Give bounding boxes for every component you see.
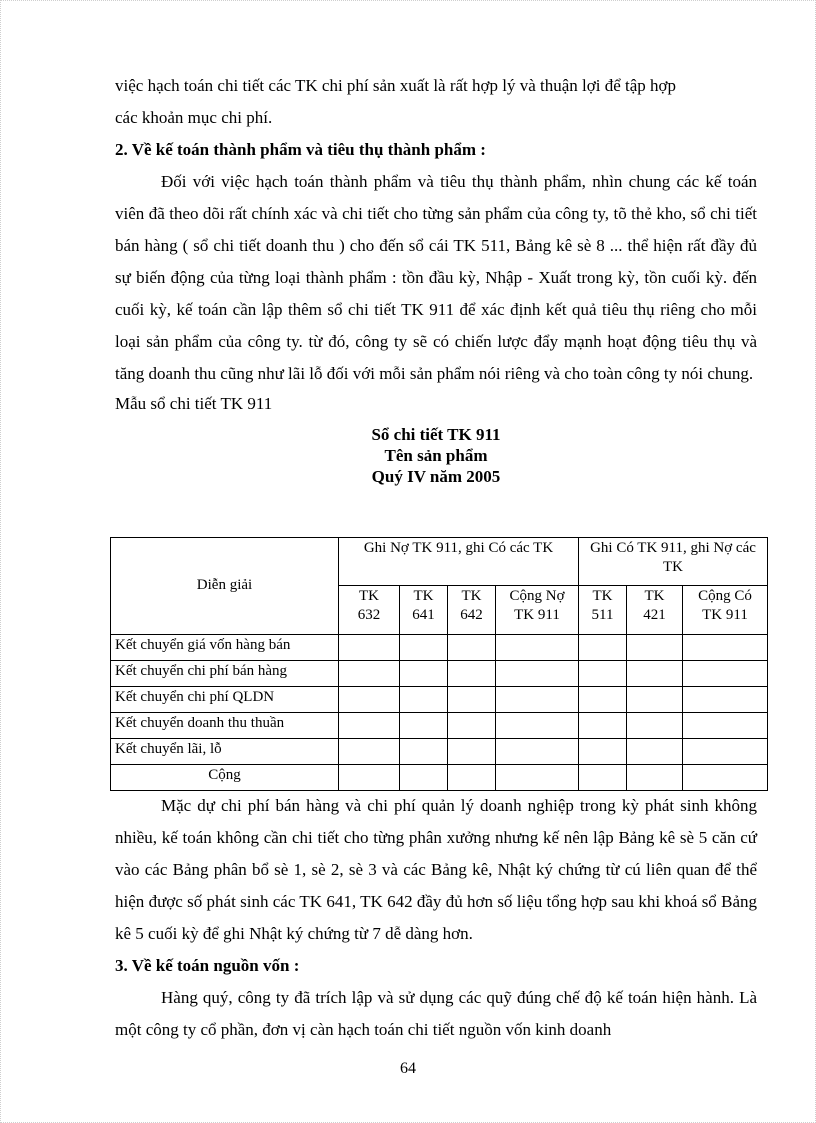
subheader-cell [683,586,768,634]
empty-cell [683,686,768,712]
subheader-line-1: Cộng Có [698,588,752,605]
row-description: Kết chuyển lãi, lỗ [111,738,339,764]
row-description: Cộng [111,764,339,790]
page-number: 64 [400,1060,416,1077]
ledger-table [110,537,768,791]
subheader-line-2: 511 [591,607,614,624]
table-row [111,712,768,738]
empty-cell [448,634,496,660]
subheader-cell [496,586,579,634]
subheader-line-2: 421 [643,607,666,624]
empty-cell [683,764,768,790]
table-row [111,660,768,686]
subheader-cell [627,586,683,634]
subheader-line-2: TK 911 [514,607,560,624]
empty-cell [627,764,683,790]
paragraph-2: Mặc dự chi phí bán hàng và chi phí quản lý doanh nghiệp trong kỳ phát sinh không nhiều, kế toán không cần chi tiết cho từng phân xưởng nhưng kế nên lập Bảng kê sè 5 căn cứ vào các Bảng phân bổ sè 1, sè 2, sè 3 và các Bảng kê, Nhật ký chứng từ cú liên quan để thể hiện được số phát sinh các TK 641, TK 642 đầy đủ hơn số liệu tổng hợp sau khi khoá sổ Bảng kê 5 cuối kỳ để ghi Nhật ký chứng từ 7 dễ dàng hơn. [115,796,757,943]
empty-cell [496,634,579,660]
subheader-line-2: TK 911 [702,607,748,624]
empty-cell [339,764,400,790]
subheader-line-1: TK [644,588,665,605]
group-header-debit: Ghi Nợ TK 911, ghi Có các TK [339,538,579,586]
empty-cell [627,660,683,686]
empty-cell [448,712,496,738]
empty-cell [683,660,768,686]
empty-cell [339,634,400,660]
empty-cell [496,660,579,686]
subheader-line-2: 641 [412,607,435,624]
page-content [115,70,757,487]
empty-cell [400,660,448,686]
subheader-cell [339,586,400,634]
empty-cell [448,738,496,764]
empty-cell [579,764,627,790]
empty-cell [400,686,448,712]
empty-cell [448,660,496,686]
subheader-line-2: 642 [460,607,483,624]
subheader-line-1: TK [461,588,482,605]
empty-cell [400,634,448,660]
empty-cell [496,764,579,790]
empty-cell [496,686,579,712]
ledger-header-row [111,538,768,586]
section-2-paragraph: Đối với việc hạch toán thành phẩm và tiêu thụ thành phẩm, nhìn chung các kế toán viên đã theo dõi rất chính xác và chi tiết cho từng sản phẩm của công ty, tõ thẻ kho, sổ chi tiết bán hàng ( sổ chi tiết doanh thu ) cho đến sổ cái TK 511, Bảng kê sè 8 ... thể hiện rất đầy đủ sự biến động của từng loại thành phẩm : tồn đầu kỳ, Nhập - Xuất trong kỳ, tồn cuối kỳ. đến cuối kỳ, kế toán cần lập thêm sổ chi tiết TK 911 để xác định kết quả tiêu thụ riêng cho mỗi loại sản phẩm của công ty. từ đó, công ty sẽ có chiến lược đẩy mạnh hoạt động tiêu thụ và tăng doanh thu cũng như lãi lỗ đối với mỗi sản phẩm nói riêng và cho toàn công ty nói chung. [115,172,757,383]
table-row [111,764,768,790]
empty-cell [627,712,683,738]
subheader-cell [448,586,496,634]
empty-cell [448,764,496,790]
empty-cell [627,686,683,712]
empty-cell [339,686,400,712]
empty-cell [339,660,400,686]
subheader-line-1: TK [413,588,434,605]
empty-cell [400,712,448,738]
empty-cell [400,738,448,764]
empty-cell [683,634,768,660]
empty-cell [448,686,496,712]
section-3-heading: 3. Về kế toán nguồn vốn : [115,956,300,975]
empty-cell [579,738,627,764]
ledger-subtitle: Tên sản phẩm [384,446,488,465]
empty-cell [579,712,627,738]
subheader-line-1: TK [359,588,379,605]
section-3-paragraph: Hàng quý, công ty đã trích lập và sử dụng các quỹ đúng chế độ kế toán hiện hành. Là một công ty cổ phần, đơn vị càn hạch toán chi tiết nguồn vốn kinh doanh [115,988,757,1039]
row-description: Kết chuyển chi phí QLDN [111,686,339,712]
subheader-cell [400,586,448,634]
ledger-period: Quý IV năm 2005 [371,467,501,486]
empty-cell [579,686,627,712]
row-description: Kết chuyển doanh thu thuần [111,712,339,738]
empty-cell [579,634,627,660]
intro-line-1: việc hạch toán chi tiết các TK chi phí sản xuất là rất hợp lý và thuận lợi để tập hợp [115,76,677,95]
column-header-description: Diễn giải [111,538,339,635]
table-row [111,738,768,764]
subheader-line-1: TK [592,588,613,605]
row-description: Kết chuyển giá vốn hàng bán [111,634,339,660]
empty-cell [579,660,627,686]
empty-cell [683,738,768,764]
subheader-line-1: Cộng Nợ [509,588,565,605]
empty-cell [627,738,683,764]
table-row [111,634,768,660]
ledger-title: Sổ chi tiết TK 911 [371,425,501,444]
subheader-cell [579,586,627,634]
lower-content [115,790,757,1046]
empty-cell [339,712,400,738]
row-description: Kết chuyển chi phí bán hàng [111,660,339,686]
ledger-body [111,634,768,790]
subheader-line-2: 632 [357,607,381,624]
empty-cell [496,738,579,764]
empty-cell [400,764,448,790]
empty-cell [496,712,579,738]
intro-line-2: các khoản mục chi phí. [115,108,273,127]
form-label: Mẫu sổ chi tiết TK 911 [115,394,273,413]
section-2-heading: 2. Về kế toán thành phẩm và tiêu thụ thành phẩm : [115,140,486,159]
group-header-credit: Ghi Có TK 911, ghi Nợ các TK [579,538,768,586]
empty-cell [627,634,683,660]
empty-cell [339,738,400,764]
table-row [111,686,768,712]
empty-cell [683,712,768,738]
